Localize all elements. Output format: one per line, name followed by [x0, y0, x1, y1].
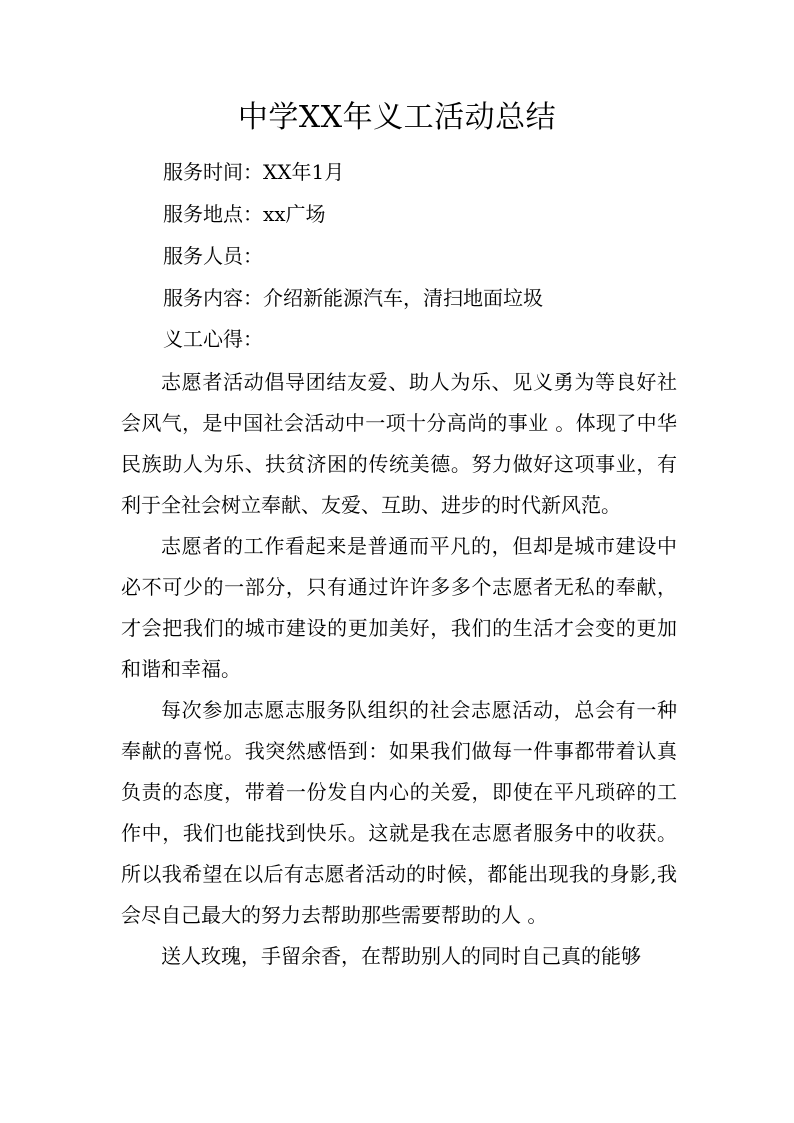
paragraph: 每次参加志愿志服务队组织的社会志愿活动，总会有一种奉献的喜悦。我突然感悟到：如果我们做每一件事都带着认真负责的态度，带着一份发自内心的关爱，即使在平凡琐碎的工作中，我们也能找到快乐。这就是我在志愿者服务中的收获。所以我希望在以后有志愿者活动的时候，都能出现我的身影,我会尽自己最大的努力去帮助那些需要帮助的人 。 — [121, 698, 677, 927]
paragraph: 志愿者的工作看起来是普通而平凡的，但却是城市建设中必不可少的一部分，只有通过许许多多个志愿者无私的奉献，才会把我们的城市建设的更加美好，我们的生活才会变的更加和谐和幸福。 — [121, 534, 677, 681]
paragraph: 志愿者活动倡导团结友爱、助人为乐、见义勇为等良好社会风气，是中国社会活动中一项十分高尚的事业 。体现了中华民族助人为乐、扶贫济困的传统美德。努力做好这项事业，有利于全社会树立奉献、友爱、互助、进步的时代新风范。 — [121, 370, 677, 517]
paragraph: 送人玫瑰，手留余香，在帮助别人的同时自己真的能够 — [161, 944, 641, 968]
service-staff-line: 服务人员： — [163, 244, 263, 268]
service-time-line: 服务时间：XX年1月 — [163, 160, 345, 184]
document-title: 中学XX年义工活动总结 — [237, 100, 557, 135]
service-content-line: 服务内容：介绍新能源汽车，清扫地面垃圾 — [163, 286, 543, 310]
service-place-line: 服务地点：xx广场 — [163, 202, 326, 226]
document-body — [121, 362, 677, 977]
experience-heading: 义工心得： — [163, 327, 263, 351]
